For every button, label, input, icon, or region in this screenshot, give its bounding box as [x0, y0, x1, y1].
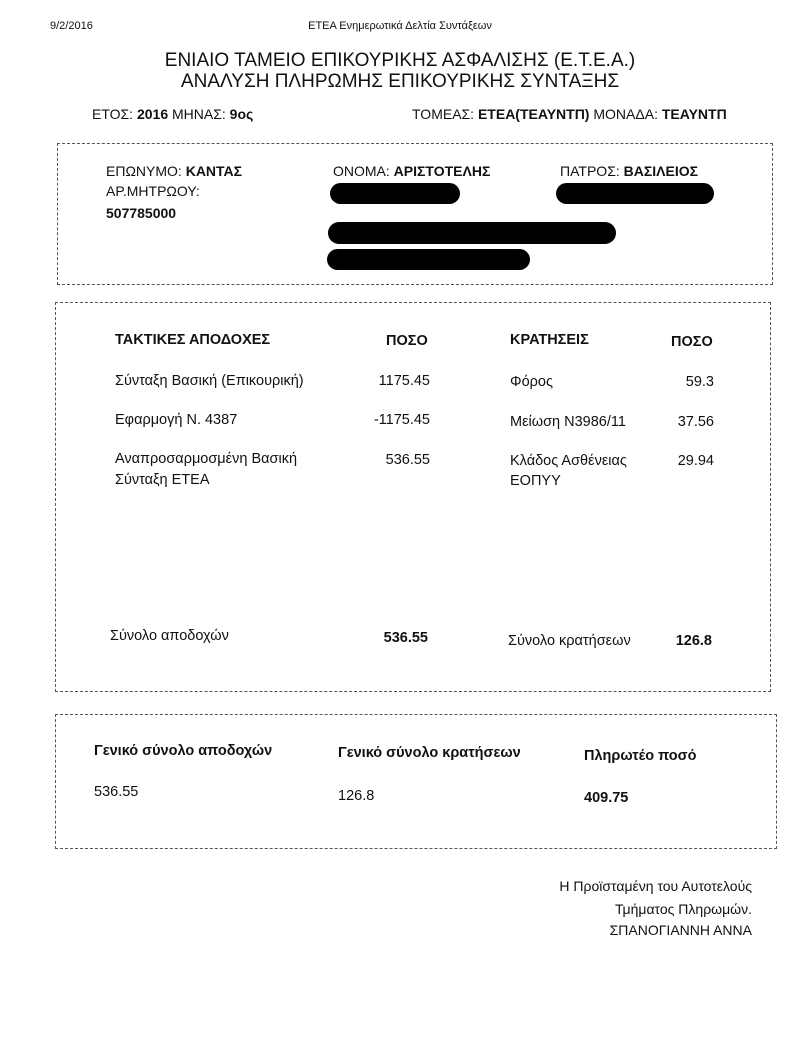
year-value: 2016: [136, 106, 169, 122]
father-label: ΠΑΤΡΟΣ:: [560, 163, 620, 179]
name-label: ΟΝΟΜΑ:: [333, 163, 390, 179]
signature-title: Η Προϊσταμένη του Αυτοτελούς: [559, 878, 752, 894]
document-subtitle: ΑΝΑΛΥΣΗ ΠΛΗΡΩΜΗΣ ΕΠΙΚΟΥΡΙΚΗΣ ΣΥΝΤΑΞΗΣ: [180, 71, 620, 92]
name-value: ΑΡΙΣΤΟΤΕΛΗΣ: [393, 163, 491, 179]
payable-value: 409.75: [584, 790, 629, 806]
gross-total-value: 536.55: [94, 784, 139, 800]
deductions-amount-header: ΠΟΣΟ: [671, 334, 713, 350]
earnings-total-value: 536.55: [383, 630, 428, 646]
unit-label: ΜΟΝΑΔΑ:: [593, 106, 658, 122]
month-value: 9ος: [229, 106, 254, 122]
surname-label: ΕΠΩΝΥΜΟ:: [106, 163, 182, 179]
summary-box: [55, 714, 777, 849]
sector-label: ΤΟΜΕΑΣ:: [412, 106, 475, 122]
redaction-bar: [556, 183, 714, 204]
registry-label: ΑΡ.ΜΗΤΡΩΟΥ:: [106, 183, 200, 199]
registry-number: 507785000: [106, 205, 177, 221]
deductions-total-label: Σύνολο κρατήσεων: [508, 633, 631, 649]
deductions-item-label-cont: ΕΟΠΥΥ: [510, 473, 561, 489]
earnings-amount-header: ΠΟΣΟ: [386, 333, 428, 349]
deductions-item-amount: 37.56: [677, 414, 714, 430]
earnings-item-amount: 1175.45: [378, 373, 430, 389]
year-label: ΕΤΟΣ:: [92, 106, 134, 122]
surname-field: [106, 163, 242, 179]
deductions-item-label: Φόρος: [510, 374, 553, 390]
earnings-item-amount: -1175.45: [373, 412, 430, 428]
father-value: ΒΑΣΙΛΕΙΟΣ: [623, 163, 698, 179]
signature-department: Τμήματος Πληρωμών.: [615, 901, 752, 917]
deductions-header: ΚΡΑΤΗΣΕΙΣ: [510, 332, 589, 348]
document-title: ΕΝΙΑΙΟ ΤΑΜΕΙΟ ΕΠΙΚΟΥΡΙΚΗΣ ΑΣΦΑΛΙΣΗΣ (Ε.Τ.Ε.Α.): [164, 50, 636, 71]
payable-label: Πληρωτέο ποσό: [584, 748, 697, 764]
gross-total-label: Γενικό σύνολο αποδοχών: [94, 743, 273, 759]
month-label: ΜΗΝΑΣ:: [172, 106, 226, 122]
deductions-grand-label: Γενικό σύνολο κρατήσεων: [338, 745, 521, 761]
print-date: 9/2/2016: [50, 20, 93, 32]
sector-value: ΕΤΕΑ(ΤΕΑΥΝΤΠ): [477, 106, 590, 122]
earnings-item-label: Εφαρμογή Ν. 4387: [115, 412, 238, 428]
earnings-header: ΤΑΚΤΙΚΕΣ ΑΠΟΔΟΧΕΣ: [115, 332, 271, 348]
father-field: [560, 163, 698, 179]
unit-value: ΤΕΑΥΝΤΠ: [661, 106, 727, 122]
deductions-total-value: 126.8: [675, 633, 712, 649]
deductions-item-label: Μείωση Ν3986/11: [510, 414, 626, 430]
source-title: ΕΤΕΑ Ενημερωτικά Δελτία Συντάξεων: [308, 20, 492, 32]
sector-info: [412, 106, 727, 122]
deductions-item-amount: 29.94: [677, 453, 714, 469]
deductions-item-label: Κλάδος Ασθένειας: [510, 453, 627, 469]
earnings-item-label-cont: Σύνταξη ΕΤΕΑ: [115, 472, 210, 488]
earnings-item-label: Αναπροσαρμοσμένη Βασική: [115, 451, 298, 467]
earnings-total-label: Σύνολο αποδοχών: [110, 628, 229, 644]
period-info: [92, 106, 253, 122]
redaction-bar: [330, 183, 460, 204]
surname-value: ΚΑΝΤΑΣ: [185, 163, 243, 179]
redaction-bar: [327, 249, 530, 270]
signature-name: ΣΠΑΝΟΓΙΑΝΝΗ ΑΝΝΑ: [609, 922, 752, 938]
name-field: [333, 163, 490, 179]
earnings-item-amount: 536.55: [385, 452, 430, 468]
deductions-item-amount: 59.3: [685, 374, 714, 390]
redaction-bar: [328, 222, 616, 244]
earnings-item-label: Σύνταξη Βασική (Επικουρική): [115, 373, 304, 389]
deductions-grand-value: 126.8: [338, 788, 375, 804]
